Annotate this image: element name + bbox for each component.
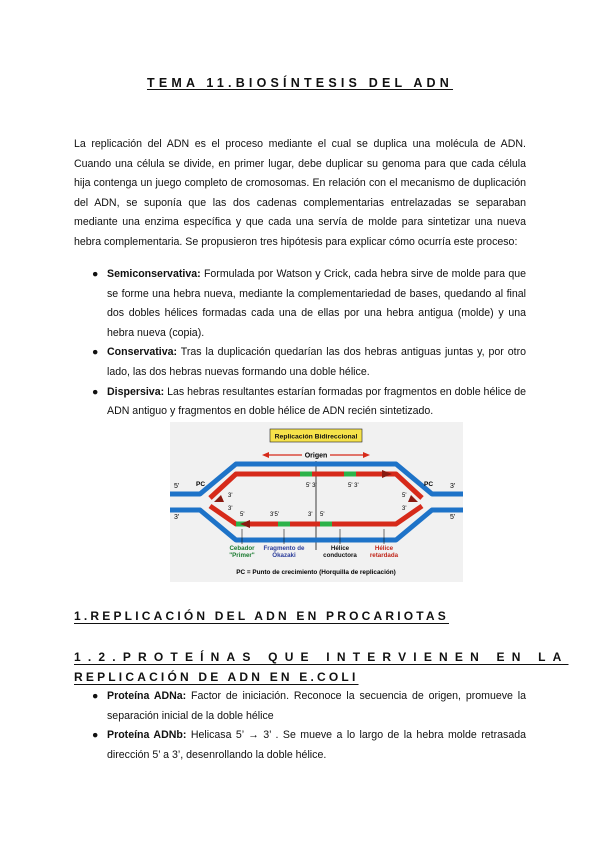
primer-label-line2: "Primer" (229, 552, 255, 559)
term-label: Proteína ADNa: (107, 690, 187, 702)
growth-point-label: PC (196, 481, 206, 488)
term-description: Las hebras resultantes estarían formadas por fragmentos en doble hélice de ADN antiguo y fragmentos en doble hélice de ADN recién sintetizado. (107, 385, 526, 418)
leading-strand-label-line2: conductora (323, 552, 357, 559)
okazaki-label-line2: Okazaki (272, 552, 296, 559)
proteins-list (92, 687, 526, 765)
end-label: 5' (450, 514, 456, 521)
lagging-strand-label: Hélice (374, 545, 394, 552)
end-label: 3' (450, 483, 456, 490)
page-title: TEMA 11.BIOSÍNTESIS DEL ADN (146, 76, 454, 90)
diagram-background (170, 422, 463, 582)
bullet-icon: ● (92, 385, 99, 398)
strand-end-label: 5' 3' (348, 483, 359, 489)
primer-label: Cebador (229, 545, 255, 552)
intro-paragraph: La replicación del ADN es el proceso mediante el cual se duplica una molécula de ADN. Cuando una célula se divide, en primer lugar, debe duplicar su genoma para que cada célula hija contenga un juego completo de cromosomas. En relación con el mecanismo de duplicación del ADN, se suponía que las dos cadenas complementarias entrelazadas se separaban mediante una enzima específica y que cada una servía de molde para sintetizar una nueva hebra complementaria. Se propusieron tres hipótesis para explicar cómo ocurría este proceso: (74, 138, 526, 248)
list-item (92, 726, 526, 765)
lagging-strand-label-line2: retardada (369, 552, 399, 559)
strand-end-label: 5' (240, 512, 245, 518)
strand-end-label: 5' 3' (306, 483, 317, 489)
bullet-icon: ● (92, 268, 99, 280)
end-label: 3' (174, 514, 180, 521)
strand-end-label: 3'5' (270, 512, 279, 518)
growth-point-label: PC (424, 481, 434, 488)
term-label: Semiconservativa: (107, 268, 201, 280)
hypotheses-list (92, 265, 526, 422)
list-item (92, 383, 526, 422)
section-heading-proteins (74, 647, 569, 687)
bullet-icon: ● (92, 729, 99, 742)
replication-diagram (170, 422, 463, 582)
bullet-icon: ● (92, 346, 99, 359)
term-label: Proteína ADNb: (107, 729, 187, 742)
strand-end-label: 3' (228, 493, 233, 499)
term-description: Helicasa 5’ → 3’ . Se mueve a lo largo de la hebra molde retrasada dirección 5’ a 3’, desenrollando la doble hélice. (107, 729, 526, 761)
strand-end-label: 5' (402, 493, 407, 499)
term-label: Conservativa: (107, 346, 178, 359)
list-item (92, 265, 526, 343)
strand-end-label: 3' (402, 506, 407, 512)
section-heading-line2: REPLICACIÓN DE ADN EN E.COLI (74, 670, 359, 684)
strand-end-label: 3' (228, 506, 233, 512)
leading-strand-label: Hélice (330, 545, 350, 552)
strand-end-label: 3' (308, 512, 313, 518)
diagram-title: Replicación Bidireccional (274, 433, 358, 441)
term-description: Tras la duplicación quedarían las dos hebras antiguas juntas y, por otro lado, las dos hebras nuevas formando una doble hélice. (107, 346, 526, 378)
section-heading-line1: 1.2.PROTEÍNAS QUE INTERVIENEN EN LA (74, 650, 569, 664)
end-label: 5' (174, 483, 180, 490)
okazaki-label: Fragmento de (263, 545, 305, 552)
strand-end-label: 5' (320, 512, 325, 518)
list-item (92, 687, 526, 726)
term-label: Dispersiva: (107, 385, 165, 398)
bullet-icon: ● (92, 690, 99, 702)
list-item (92, 343, 526, 382)
origin-label: Origen (304, 452, 328, 460)
diagram-caption: PC = Punto de crecimiento (Horquilla de replicación) (236, 569, 396, 576)
term-description: Factor de iniciación. Reconoce la secuencia de origen, promueve la separación inicial de la doble hélice (107, 690, 527, 722)
term-description: Formulada por Watson y Crick, cada hebra sirve de molde para que se forme una hebra nueva, mediante la complementariedad de bases, quedando al final dos dobles hélices formadas cada una de ellas por una hebra antigua (molde) y una hebra nueva (copia). (107, 268, 526, 339)
section-heading-prokaryotes: 1.REPLICACIÓN DEL ADN EN PROCARIOTAS (74, 609, 449, 623)
